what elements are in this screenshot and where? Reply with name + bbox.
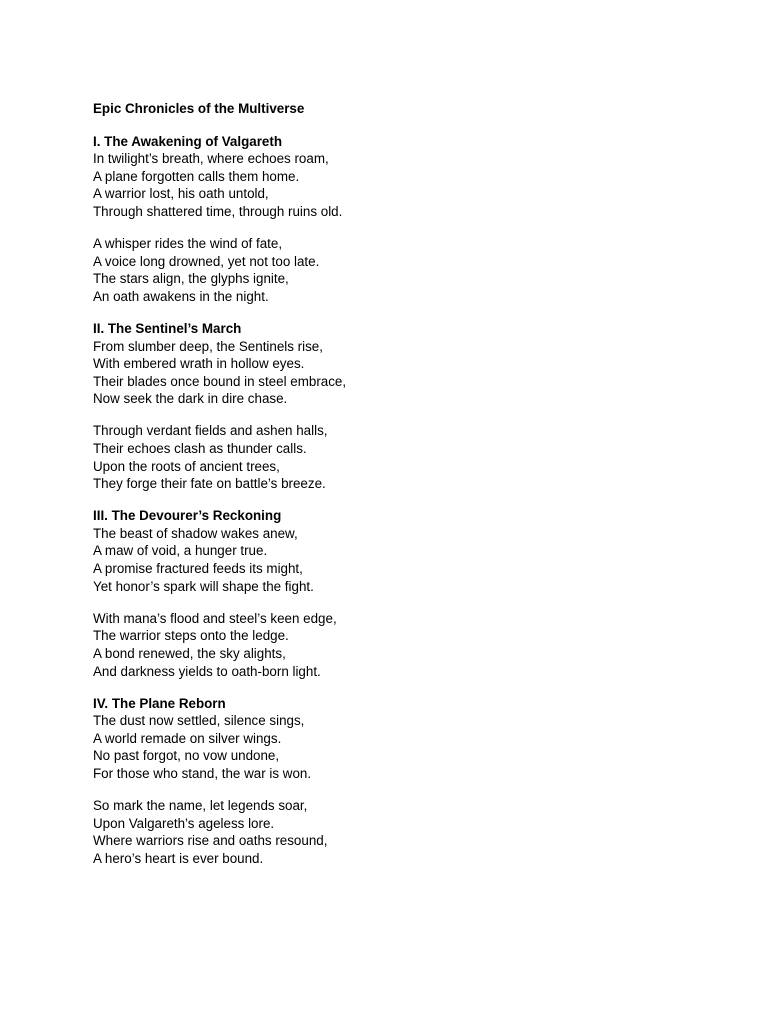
poem-line: The beast of shadow wakes anew, <box>93 525 298 541</box>
poem-line: Where warriors rise and oaths resound, <box>93 833 328 849</box>
poem-line: So mark the name, let legends soar, <box>93 798 308 814</box>
stanza <box>93 338 693 408</box>
stanza <box>93 610 693 680</box>
poem-line: An oath awakens in the night. <box>93 288 269 304</box>
poem-line: Yet honor’s spark will shape the fight. <box>93 578 314 594</box>
poem-line: A plane forgotten calls them home. <box>93 168 300 184</box>
stanza <box>93 525 693 595</box>
section-3 <box>93 507 693 680</box>
poem-line: The dust now settled, silence sings, <box>93 713 305 729</box>
poem-line: With mana’s flood and steel’s keen edge, <box>93 610 337 626</box>
section-heading: III. The Devourer’s Reckoning <box>93 508 282 524</box>
poem-line: Upon the roots of ancient trees, <box>93 458 280 474</box>
stanza <box>93 235 693 305</box>
poem-line: The warrior steps onto the ledge. <box>93 628 289 644</box>
stanza <box>93 712 693 782</box>
poem-line: Their echoes clash as thunder calls. <box>93 441 307 456</box>
poem-line: A whisper rides the wind of fate, <box>93 236 283 252</box>
poem-line: Upon Valgareth’s ageless lore. <box>93 815 275 831</box>
section-1 <box>93 133 693 306</box>
section-heading: II. The Sentinel’s March <box>93 320 242 336</box>
poem-line: A bond renewed, the sky alights, <box>93 645 286 661</box>
section-heading: I. The Awakening of Valgareth <box>93 133 282 149</box>
document-page <box>93 100 693 882</box>
poem-line: From slumber deep, the Sentinels rise, <box>93 338 323 354</box>
poem-line: And darkness yields to oath-born light. <box>93 663 321 679</box>
poem-line: In twilight’s breath, where echoes roam, <box>93 151 329 167</box>
section-4 <box>93 695 693 868</box>
poem-line: A warrior lost, his oath untold, <box>93 186 269 202</box>
stanza <box>93 422 693 492</box>
poem-line: No past forgot, no vow undone, <box>93 748 280 764</box>
section-heading: IV. The Plane Reborn <box>93 695 226 711</box>
poem-line: The stars align, the glyphs ignite, <box>93 271 289 287</box>
section-2 <box>93 320 693 493</box>
poem-line: A voice long drowned, yet not too late. <box>93 253 320 269</box>
poem-line: A world remade on silver wings. <box>93 730 282 746</box>
poem-line: For those who stand, the war is won. <box>93 766 312 781</box>
poem-line: Their blades once bound in steel embrace, <box>93 373 347 389</box>
poem-line: Through verdant fields and ashen halls, <box>93 423 328 439</box>
poem-line: They forge their fate on battle’s breeze. <box>93 476 326 492</box>
poem-line: A promise fractured feeds its might, <box>93 561 303 577</box>
document-title: Epic Chronicles of the Multiverse <box>93 101 305 116</box>
stanza <box>93 797 693 867</box>
poem-line: With embered wrath in hollow eyes. <box>93 356 305 372</box>
poem-line: A hero’s heart is ever bound. <box>93 850 264 866</box>
stanza <box>93 150 693 220</box>
poem-line: A maw of void, a hunger true. <box>93 543 268 559</box>
poem-line: Through shattered time, through ruins old. <box>93 203 343 219</box>
poem-line: Now seek the dark in dire chase. <box>93 391 288 407</box>
